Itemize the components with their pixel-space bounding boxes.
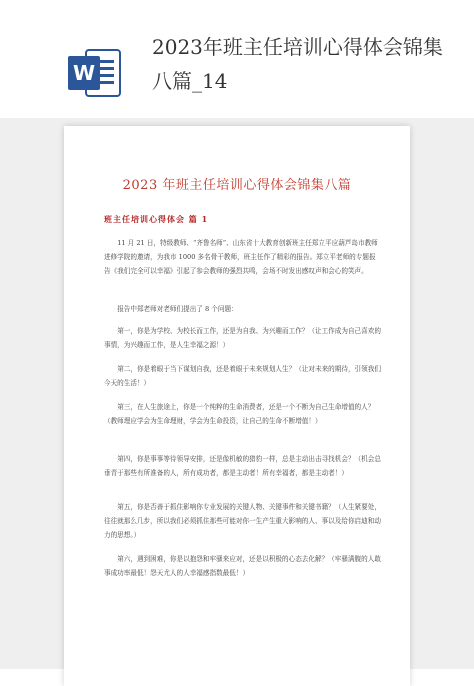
page-title: 2023年班主任培训心得体会锦集八篇_14 [152, 35, 443, 93]
document-title: 2023 年班主任培训心得体会锦集八篇 [122, 178, 352, 193]
paragraph: 11 月 21 日，特级教师、“齐鲁名师”、山东省十大教育创新班主任郑立平应葫芦岛市教师进修学院的邀请，为我市 1000 多名骨干教师，班主任作了精彩的报告。郑立平老师的专题报告《我们完全可以幸福》引起了参会教师的强烈共鸣，会场不时发出感叹声和会心的笑声。 [104, 239, 378, 275]
header [0, 0, 474, 118]
paragraph: 第三，在人生旅途上，你是一个纯粹的生命消费者，还是一个不断为自己生命增值的人？（教师理应学会为生命理财，学会为生命投资，让自己的生命不断增值！） [104, 403, 375, 425]
paragraph: 第六，遇到困难，你是以抱怨和牢骚来应对，还是以积极的心态去化解？（牢骚满腹的人敢事成功率最低！怨天尤人的人幸福感指数最低！） [104, 555, 381, 577]
paragraph: 报告中郑老师对老师们提出了 8 个问题： [117, 305, 238, 313]
document-page [64, 126, 410, 686]
paragraph: 第一，你是为学校、为校长而工作，还是为自我、为兴趣而工作？（让工作成为自己喜欢的事情，为兴趣而工作，是人生幸福之源！） [104, 327, 381, 349]
paragraph: 第四，你是事事等待领导安排，还是像机敏的猎豹一样，总是主动出击寻找机会？（机会总垂青于那些有所准备的人，所有成功者，都是主动者！所有幸福者，都是主动者！） [104, 455, 381, 477]
svg-text:W: W [72, 61, 96, 85]
section-heading: 班主任培训心得体会 篇 1 [104, 214, 209, 224]
paragraph: 第二，你是着眼于当下谋划自我，还是着眼于未来规划人生？（让对未来的期待，引领我们今天的生活！） [104, 365, 381, 387]
paragraph: 第五，你是否善于抓住影响你专业发展的关键人物、关键事件和关键书籍？（人生紧要处，往往就那么几步，所以我们必须抓住那些可能对你一生产生重大影响的人、事以及给你启迪和动力的思想。） [104, 503, 381, 539]
word-document-icon [66, 44, 124, 102]
